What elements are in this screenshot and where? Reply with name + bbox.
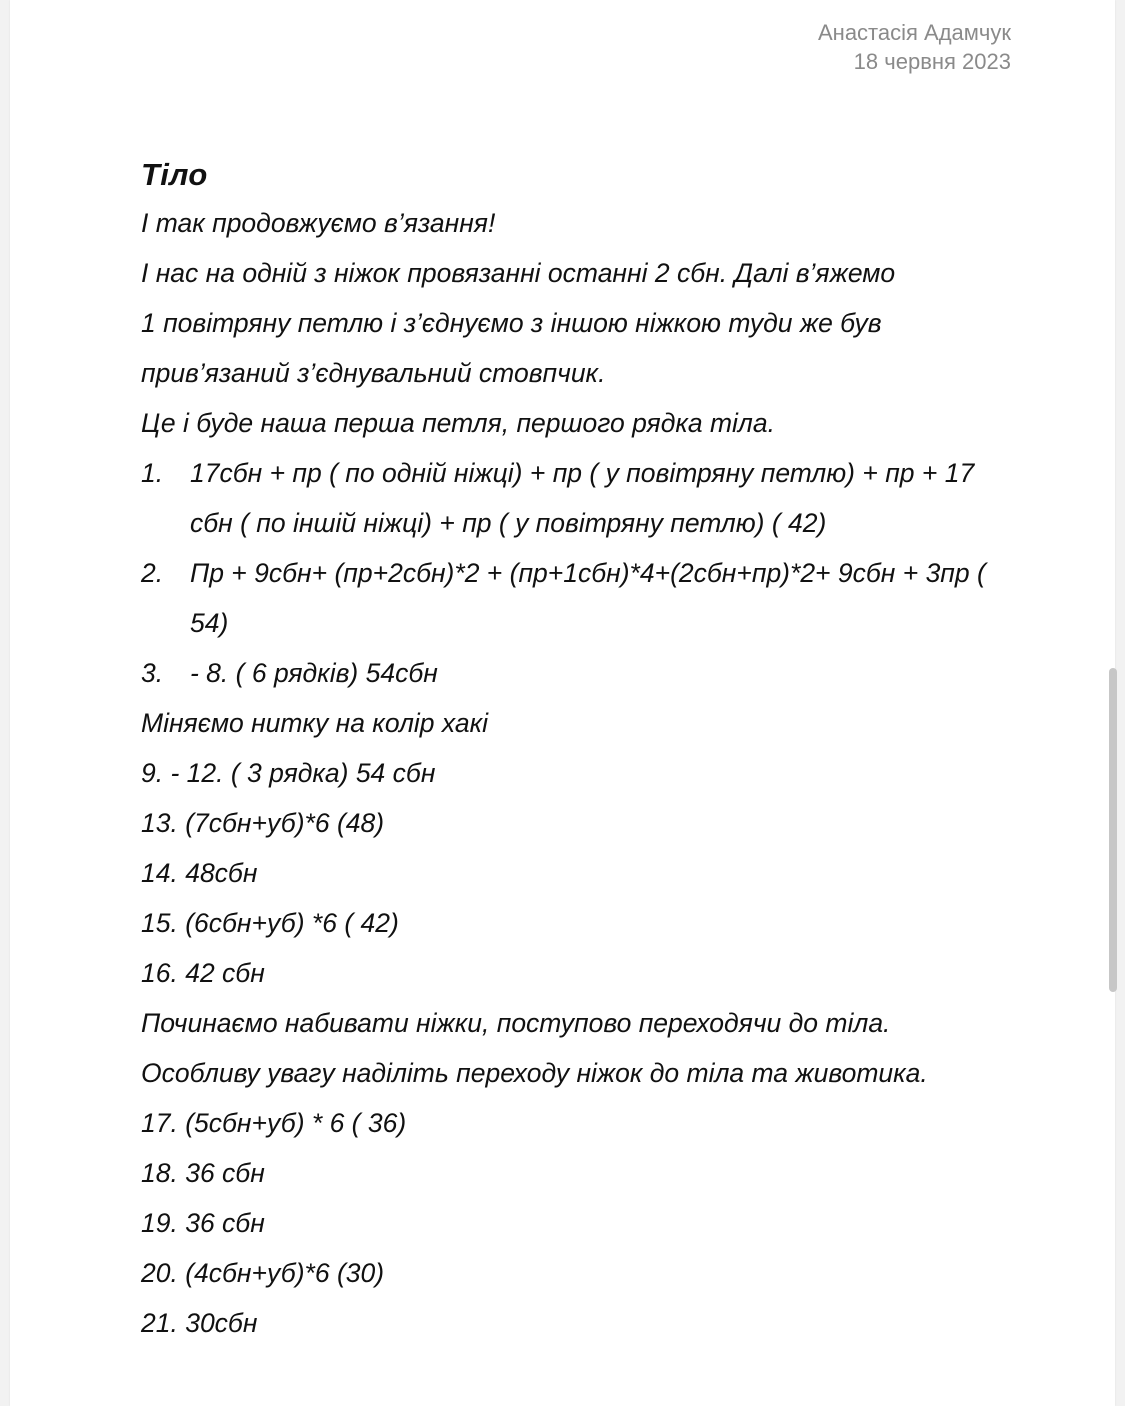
step-number: 2. [141,558,164,588]
document-meta [818,18,1011,76]
author-name: Анастасія Адамчук [818,20,1011,45]
pattern-step-line: 21. 30сбн [141,1308,258,1338]
intro-line: Це і буде наша перша петля, першого рядка тіла. [141,408,775,438]
pattern-step-line: 9. - 12. ( 3 рядка) 54 сбн [141,758,436,788]
intro-line: 1 повітряну петлю і з’єднуємо з іншою ніжкою туди же був [141,308,882,338]
step-number: 3. [141,658,164,688]
step-text: Пр + 9сбн+ (пр+2сбн)*2 + (пр+1сбн)*4+(2сбн+пр)*2+ 9сбн + 3пр ( 54) [190,558,986,638]
pattern-note: Міняємо нитку на колір хакі [141,708,488,738]
pattern-note: Особливу увагу наділіть переходу ніжок до тіла та животика. [141,1058,928,1088]
pattern-step-line: 14. 48сбн [141,858,258,888]
pattern-step-line: 19. 36 сбн [141,1208,265,1238]
pattern-step [141,648,1021,698]
pattern-step-line: 15. (6сбн+уб) *6 ( 42) [141,908,399,938]
pattern-step-line: 17. (5сбн+уб) * 6 ( 36) [141,1108,407,1138]
pattern-step [141,548,1021,648]
vertical-scrollbar[interactable] [1109,668,1117,992]
pattern-step-line: 20. (4сбн+уб)*6 (30) [141,1258,385,1288]
pattern-note: Починаємо набивати ніжки, поступово переходячи до тіла. [141,1008,891,1038]
intro-line: І нас на одній з ніжок провязанні останні 2 сбн. Далі в’яжемо [141,258,896,288]
step-text: 17сбн + пр ( по одній ніжці) + пр ( у повітряну петлю) + пр + 17 сбн ( по іншій ніжці) + пр ( у повітряну петлю) ( 42) [190,458,975,538]
step-text: - 8. ( 6 рядків) 54сбн [190,658,438,688]
document-body [141,150,1021,1348]
step-number: 1. [141,458,164,488]
pattern-step [141,448,1021,548]
pattern-step-line: 16. 42 сбн [141,958,265,988]
document-page [10,0,1115,1406]
section-title: Тіло [141,157,208,192]
intro-line: прив’язаний з’єднувальний стовпчик. [141,358,606,388]
pattern-step-line: 13. (7сбн+уб)*6 (48) [141,808,385,838]
pattern-step-line: 18. 36 сбн [141,1158,265,1188]
intro-line: І так продовжуємо в’язання! [141,208,496,238]
document-date: 18 червня 2023 [853,49,1011,74]
